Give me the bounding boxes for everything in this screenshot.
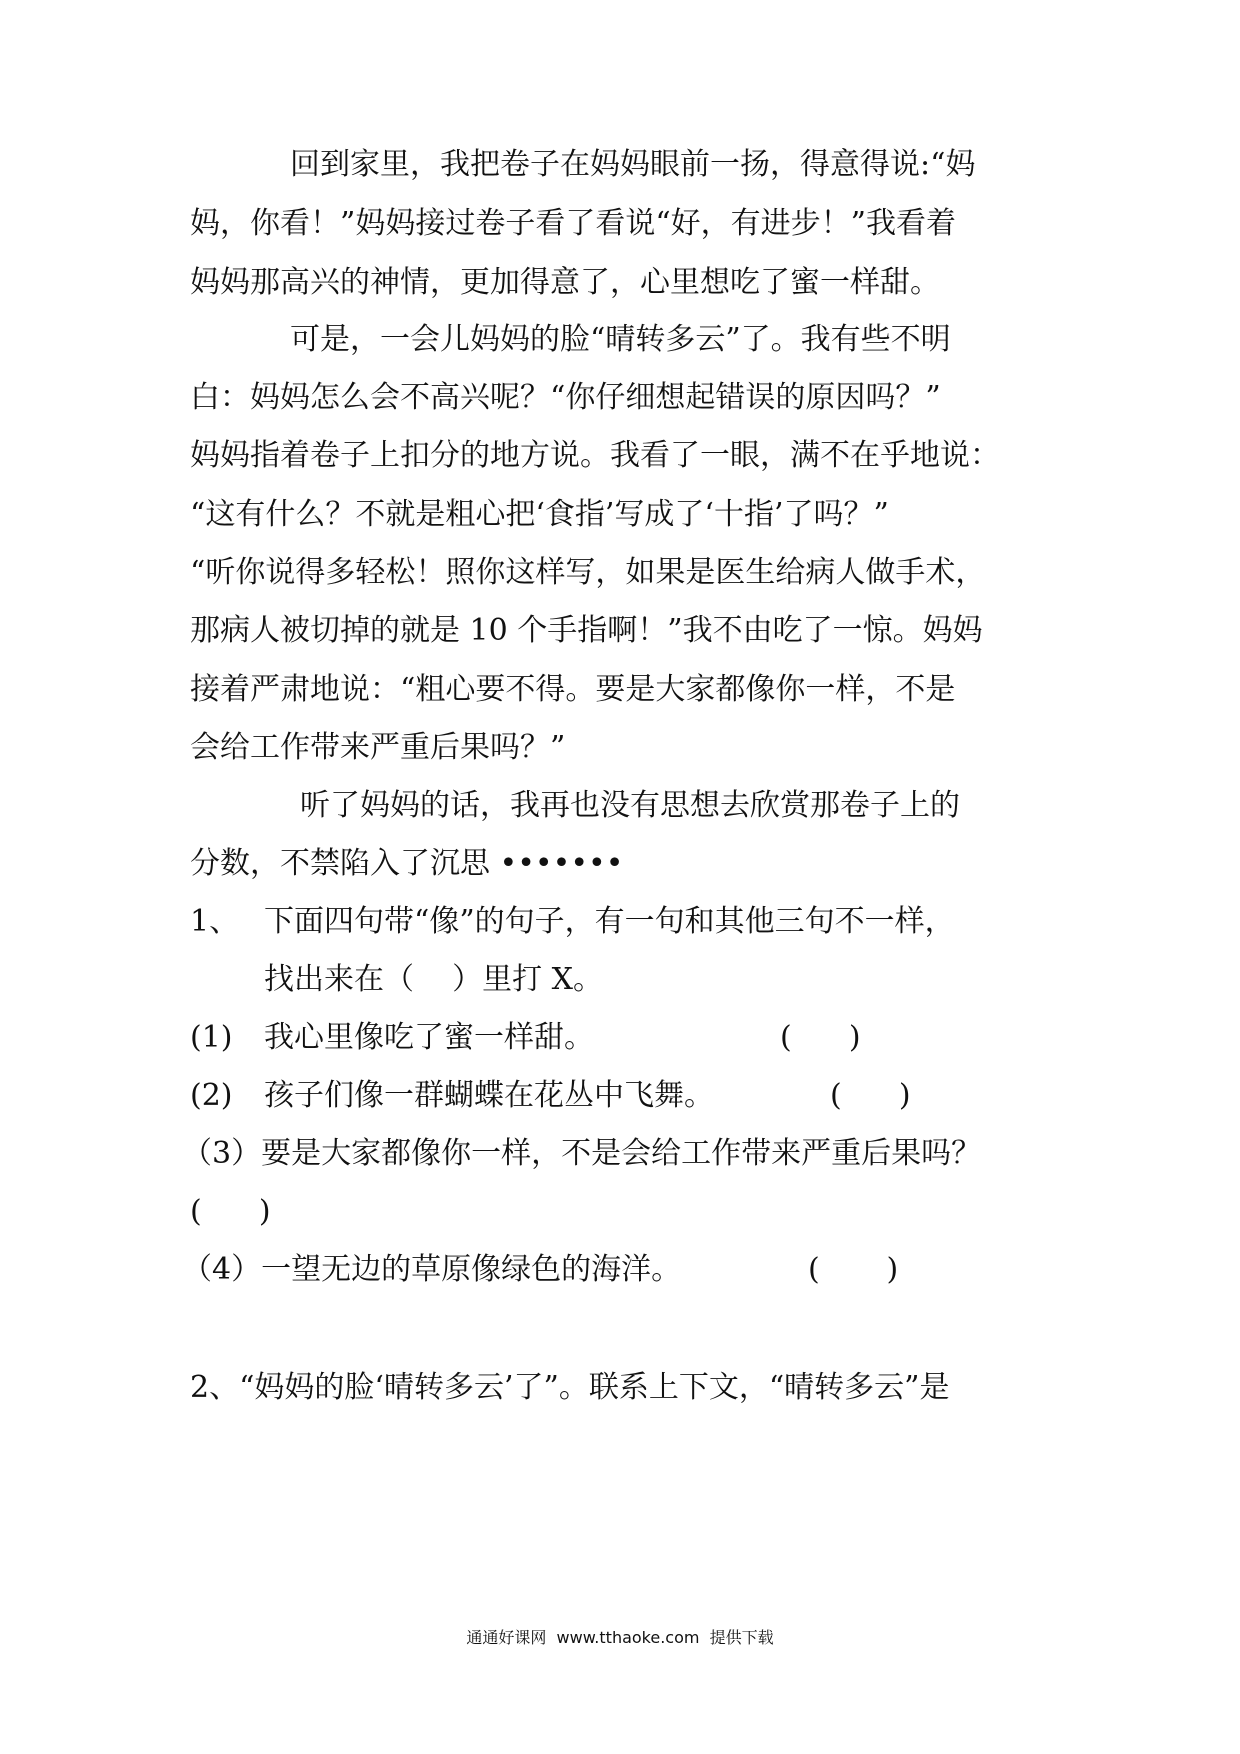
passage-line: 分数，不禁陷入了沉思 ••••••• xyxy=(190,846,624,881)
item-text: 我心里像吃了蜜一样甜。 xyxy=(264,1020,594,1055)
item-number: (1) xyxy=(190,1020,233,1055)
question-prompt: 下面四句带“像”的句子，有一句和其他三句不一样， xyxy=(264,904,955,939)
passage-line: 那病人被切掉的就是 10 个手指啊！”我不由吃了一惊。妈妈 xyxy=(190,613,983,648)
page-footer: 通通好课网 www.tthaoke.com 提供下载 xyxy=(466,1628,774,1647)
passage-line: 白：妈妈怎么会不高兴呢？“你仔细想起错误的原因吗？” xyxy=(190,380,941,415)
item-text: （4）一望无边的草原像绿色的海洋。 xyxy=(182,1252,682,1287)
passage-line: 回到家里，我把卷子在妈妈眼前一扬，得意得说:“妈 xyxy=(290,147,976,182)
passage-line: 妈，你看！”妈妈接过卷子看了看说“好，有进步！”我看着 xyxy=(190,206,957,241)
answer-blank[interactable]: ( ) xyxy=(190,1194,271,1229)
answer-blank[interactable]: ( ) xyxy=(808,1252,899,1287)
answer-blank[interactable]: ( ) xyxy=(830,1078,911,1113)
question-number: 1、 xyxy=(190,904,240,939)
passage-line: 可是，一会儿妈妈的脸“晴转多云”了。我有些不明 xyxy=(290,322,951,357)
passage-line: 妈妈那高兴的神情，更加得意了，心里想吃了蜜一样甜。 xyxy=(190,265,940,300)
passage-line: 妈妈指着卷子上扣分的地方说。我看了一眼，满不在乎地说： xyxy=(190,438,1000,473)
passage-line: “听你说得多轻松！照你这样写，如果是医生给病人做手术， xyxy=(190,555,986,590)
answer-blank[interactable]: ( ) xyxy=(780,1020,861,1055)
passage-line: 听了妈妈的话，我再也没有思想去欣赏那卷子上的 xyxy=(300,788,960,823)
passage-line: 会给工作带来严重后果吗？” xyxy=(190,730,566,765)
passage-line: “这有什么？不就是粗心把‘食指’写成了‘十指’了吗？” xyxy=(190,497,889,532)
question-prompt: 2、“妈妈的脸‘晴转多云’了”。联系上下文，“晴转多云”是 xyxy=(190,1370,950,1405)
passage-line: 接着严肃地说：“粗心要不得。要是大家都像你一样，不是 xyxy=(190,672,956,707)
item-number: (2) xyxy=(190,1078,233,1113)
question-prompt: 找出来在（ ）里打 X。 xyxy=(264,962,604,997)
item-text: （3）要是大家都像你一样，不是会给工作带来严重后果吗？ xyxy=(182,1136,982,1171)
item-text: 孩子们像一群蝴蝶在花丛中飞舞。 xyxy=(264,1078,714,1113)
